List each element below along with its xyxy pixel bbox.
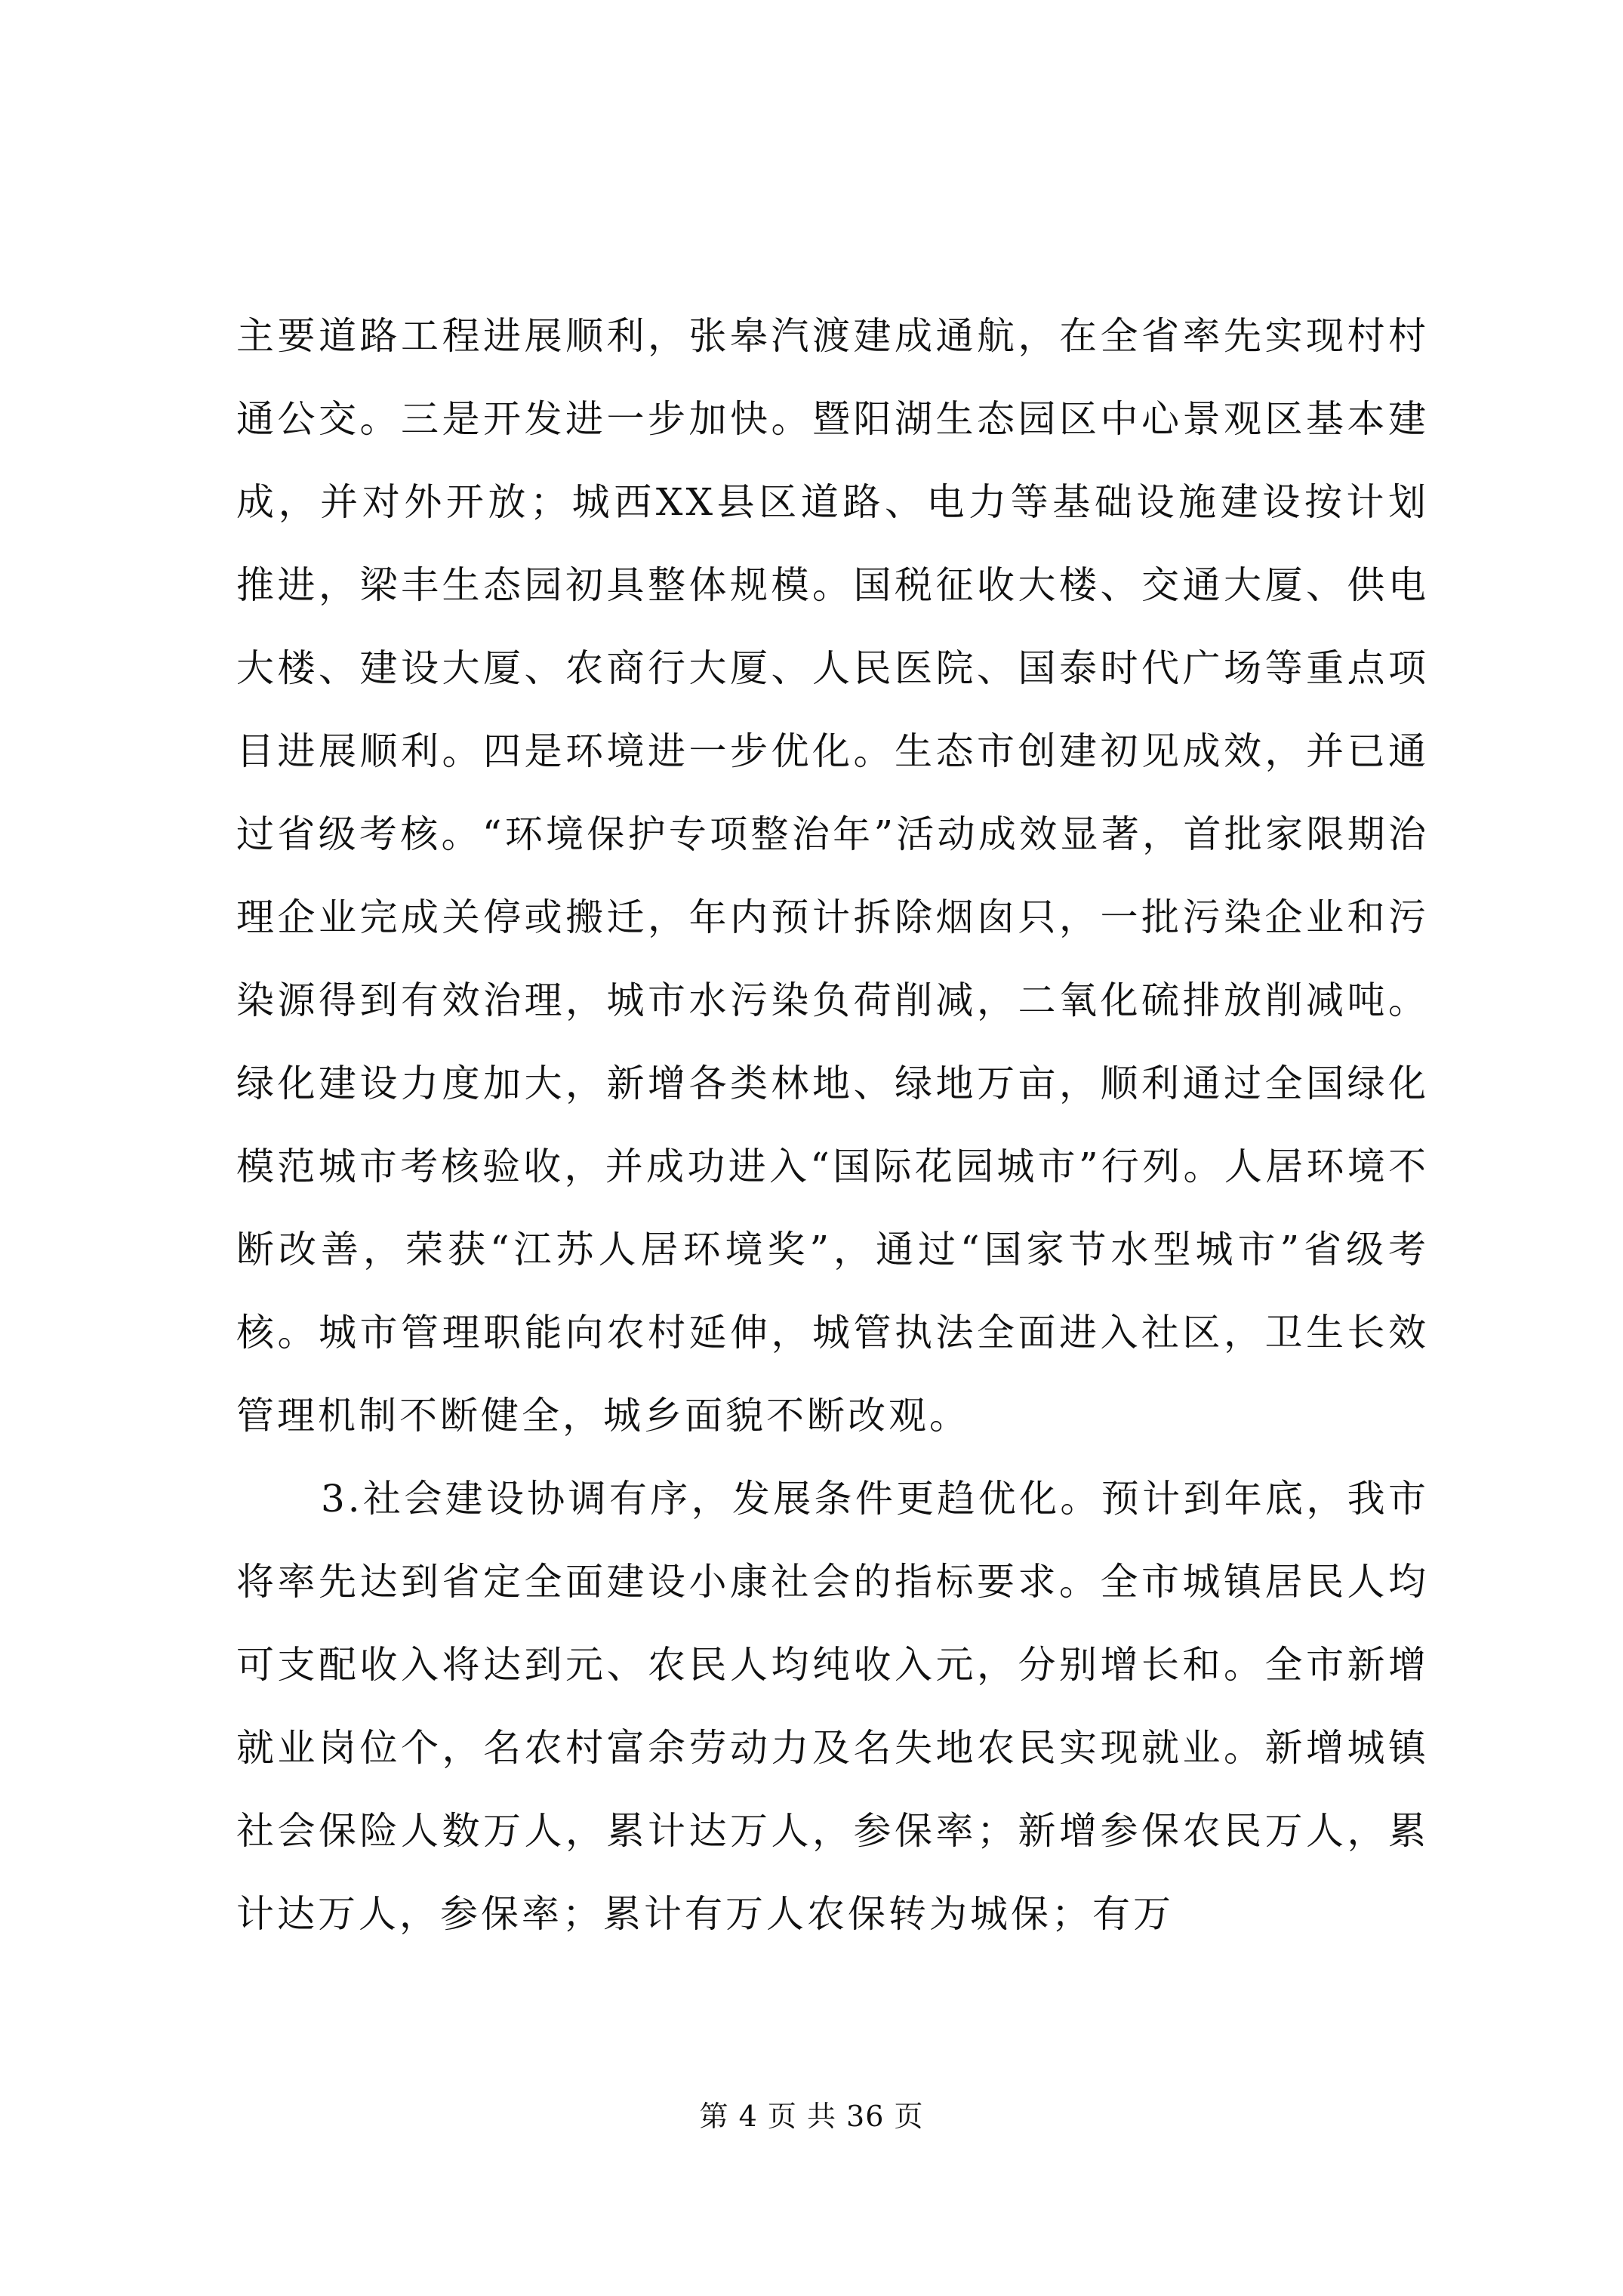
page-number-footer: 第 4 页 共 36 页	[699, 2100, 924, 2133]
paragraph-social-construction: 3.社会建设协调有序，发展条件更趋优化。预计到年底，我市将率先达到省定全面建设小康社会的指标要求。全市城镇居民人均可支配收入将达到元、农民人均纯收入元，分别增长和。全市新增就业岗位个，名农村富余劳动力及名失地农民实现就业。新增城镇社会保险人数万人，累计达万人，参保率；新增参保农民万人，累计达万人，参保率；累计有万人农保转为城保；有万	[236, 1477, 1429, 1936]
document-body	[236, 294, 1429, 1955]
paragraph-environment: 主要道路工程进展顺利，张皋汽渡建成通航，在全省率先实现村村通公交。三是开发进一步加快。暨阳湖生态园区中心景观区基本建成，并对外开放；城西XX县区道路、电力等基础设施建设按计划推进，梁丰生态园初具整体规模。国税征收大楼、交通大厦、供电大楼、建设大厦、农商行大厦、人民医院、国泰时代广场等重点项目进展顺利。四是环境进一步优化。生态市创建初见成效，并已通过省级考核。“环境保护专项整治年”活动成效显著，首批家限期治理企业完成关停或搬迁，年内预计拆除烟囱只，一批污染企业和污染源得到有效治理，城市水污染负荷削减，二氧化硫排放削减吨。绿化建设力度加大，新增各类林地、绿地万亩，顺利通过全国绿化模范城市考核验收，并成功进入“国际花园城市”行列。人居环境不断改善，荣获“江苏人居环境奖”，通过“国家节水型城市”省级考核。城市管理职能向农村延伸，城管执法全面进入社区，卫生长效管理机制不断健全，城乡面貌不断改观。	[236, 314, 1429, 1438]
